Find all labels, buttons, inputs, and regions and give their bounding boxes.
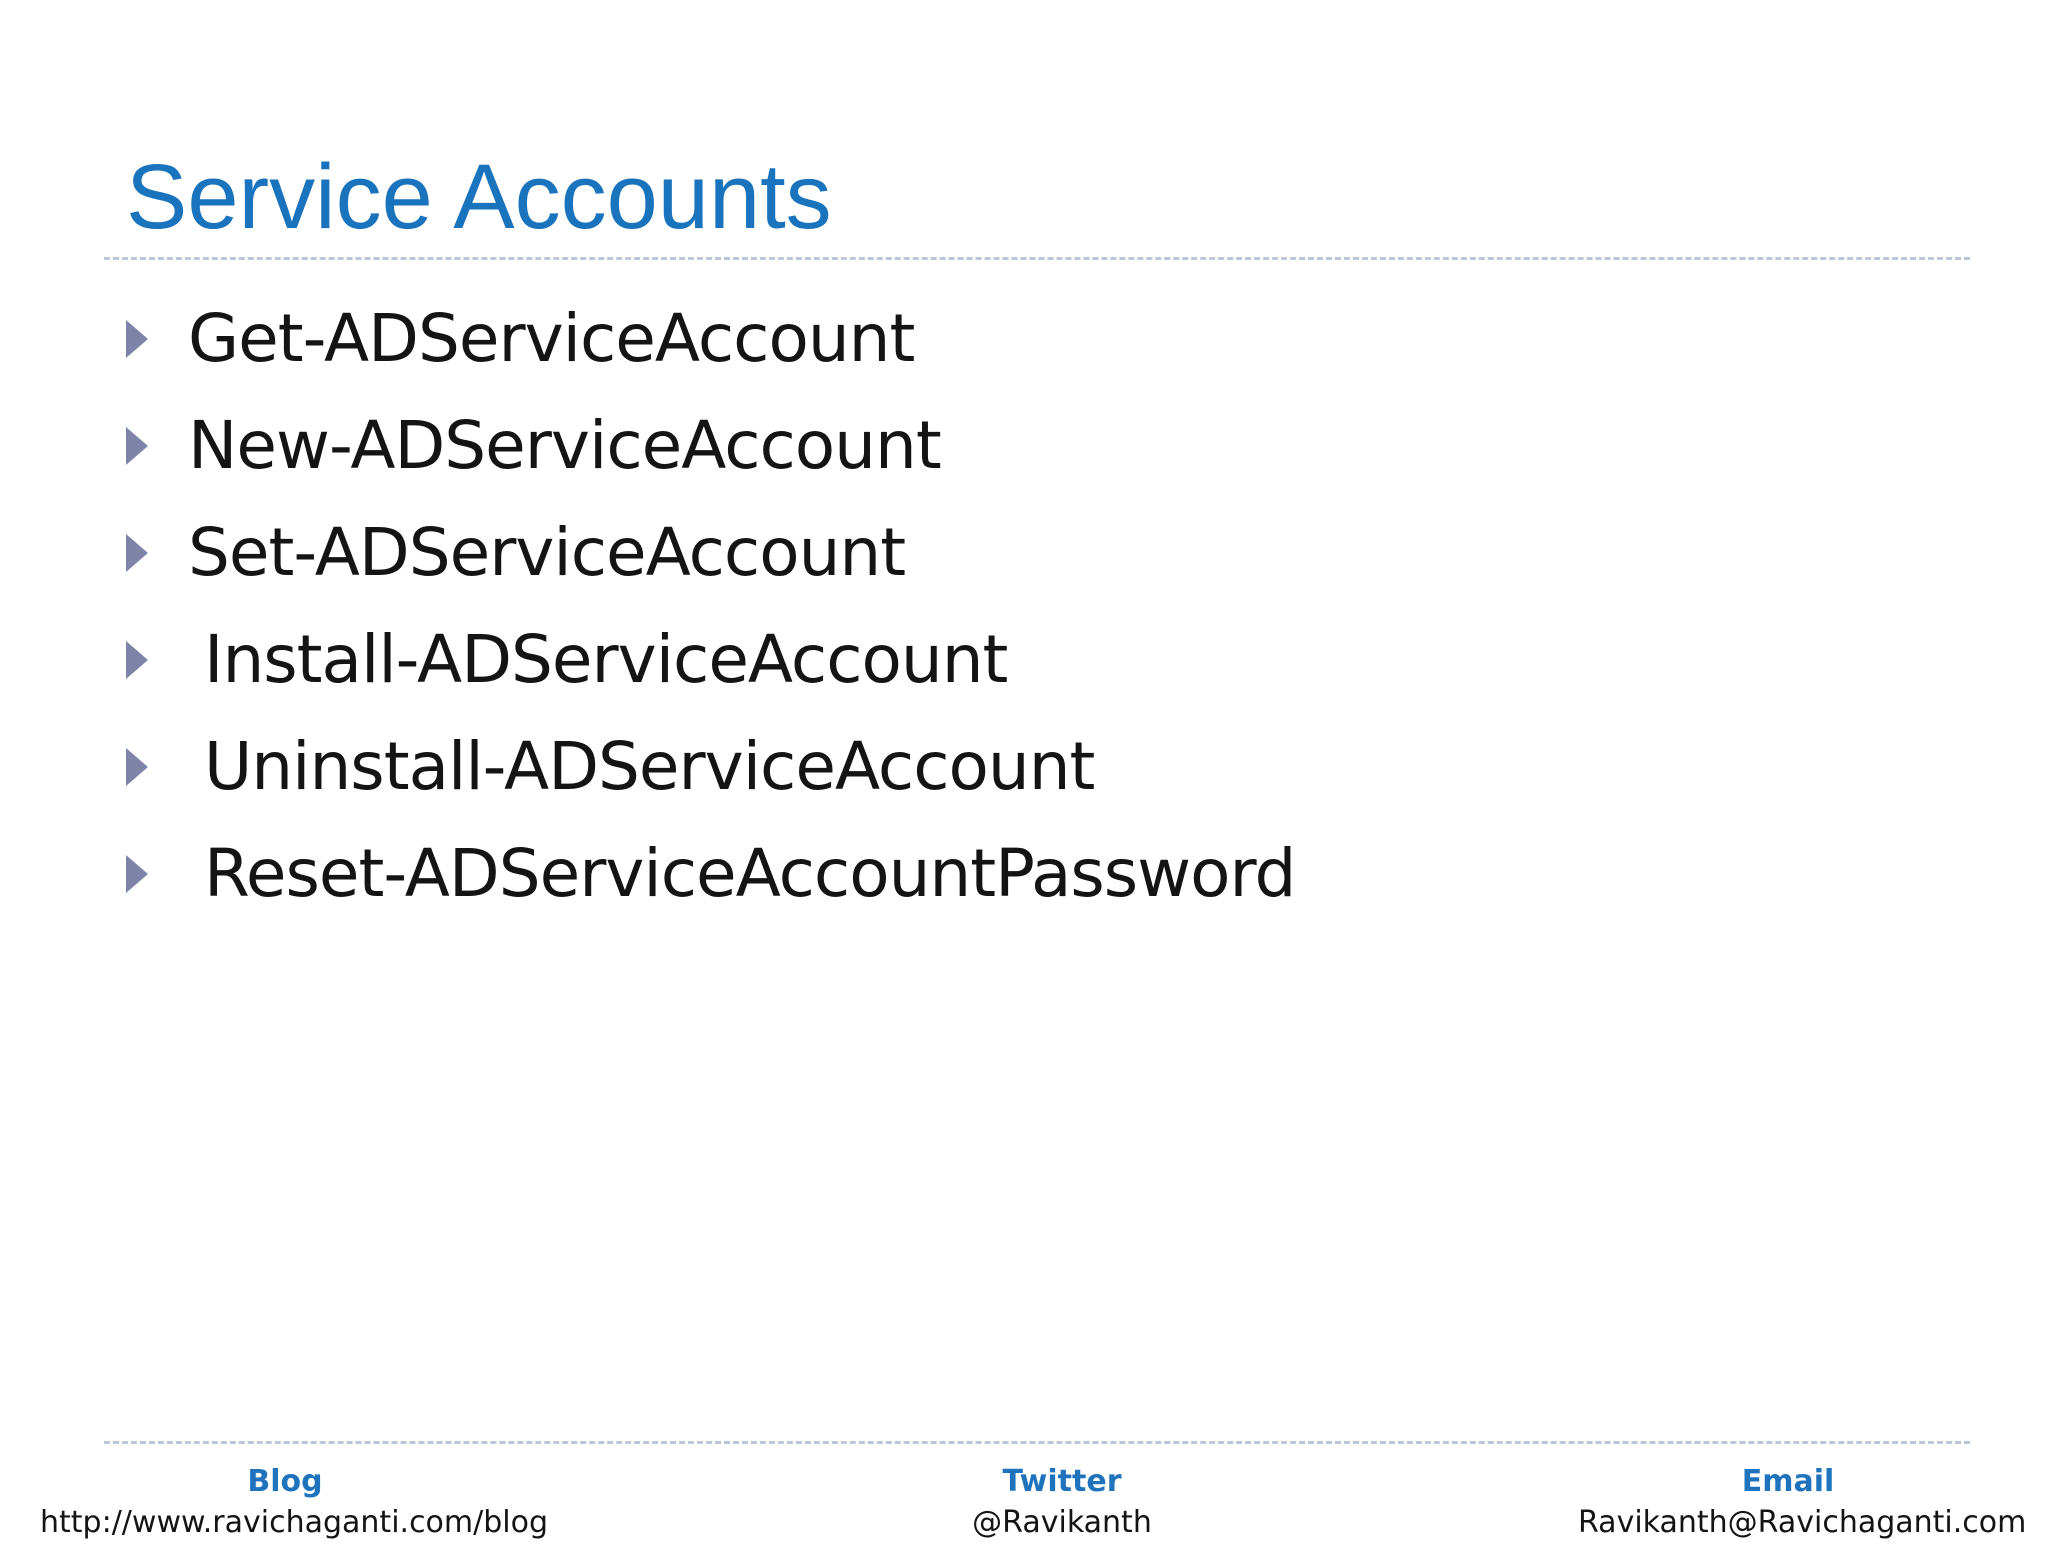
bullet-text: Uninstall-ADServiceAccount [204,728,1095,805]
bullet-text: Install-ADServiceAccount [204,621,1008,698]
footer-twitter [862,1462,1262,1544]
bullet-text: Get-ADServiceAccount [188,300,915,377]
bullet-list [126,285,1295,927]
triangle-right-icon [126,320,148,358]
bullet-item [126,392,1295,499]
footer-email [1578,1462,2027,1544]
bullet-item [126,499,1295,606]
footer-email-address[interactable]: Ravikanth@Ravichaganti.com [1578,1505,2027,1540]
bullet-item [126,285,1295,392]
footer-blog-link[interactable]: http://www.ravichaganti.com/blog [40,1505,549,1540]
slide-title: Service Accounts [126,146,832,248]
triangle-right-icon [126,427,148,465]
triangle-right-icon [126,748,148,786]
footer-email-label: Email [1741,1464,1835,1499]
bullet-text: New-ADServiceAccount [188,407,941,484]
bullet-item [126,606,1295,713]
top-divider [104,257,1970,260]
bullet-text: Set-ADServiceAccount [188,514,906,591]
footer-blog [40,1462,549,1544]
bullet-item [126,713,1295,820]
footer-twitter-handle[interactable]: @Ravikanth [972,1505,1152,1540]
triangle-right-icon [126,855,148,893]
footer-twitter-label: Twitter [1002,1464,1122,1499]
bottom-divider [104,1441,1970,1444]
triangle-right-icon [126,641,148,679]
bullet-item [126,820,1295,927]
bullet-text: Reset-ADServiceAccountPassword [204,835,1296,912]
footer-blog-label: Blog [247,1464,323,1499]
triangle-right-icon [126,534,148,572]
